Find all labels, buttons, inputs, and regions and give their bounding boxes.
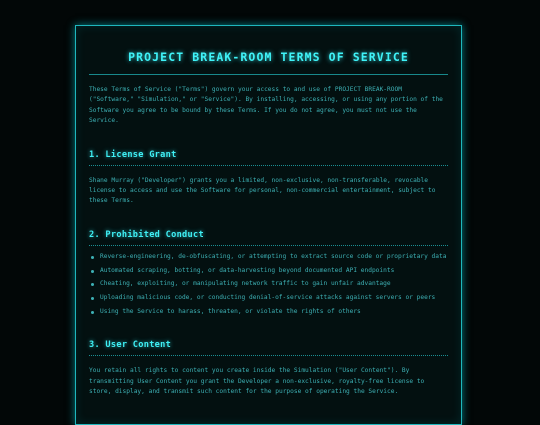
bullet-icon	[91, 297, 94, 300]
license-paragraph: Shane Murray ("Developer") grants you a limited, non-exclusive, non-transferable, revocable license to access and use the Software for personal, non-commercial entertainment, subject to these Terms.	[89, 176, 436, 205]
list-item	[89, 279, 448, 289]
user-content-paragraph: You retain all rights to content you create inside the Simulation ("User Content"). By transmitting User Content you grant the Developer a non-exclusive, royalty-free license to store, display, and transmit such content for the purpose of operating the Service.	[89, 367, 425, 396]
section-heading-license: 1. License Grant	[89, 149, 177, 160]
list-item-text: Reverse-engineering, de-obfuscating, or attempting to extract source code or proprietary data	[100, 252, 447, 260]
list-item-text: Uploading malicious code, or conducting denial-of-service attacks against servers or peers	[100, 294, 436, 302]
list-item	[89, 266, 448, 276]
prohibited-list	[89, 252, 448, 317]
bullet-icon	[91, 283, 94, 286]
list-item-text: Automated scraping, botting, or data-harvesting beyond documented API endpoints	[100, 266, 395, 274]
section-heading-prohibited: 2. Prohibited Conduct	[89, 229, 204, 240]
intro-paragraph: These Terms of Service ("Terms") govern your access to and use of PROJECT BREAK-ROOM ("Software," "Simulation," or "Service"). By installing, accessing, or using any portion of the Software you agree to be bound by these Terms. If you do not agree, you must not use the Service.	[89, 86, 443, 125]
section-heading-user-content: 3. User Content	[89, 340, 172, 351]
terms-content	[89, 26, 448, 397]
list-item	[89, 307, 448, 317]
section-divider	[89, 165, 448, 166]
terms-panel	[75, 25, 462, 425]
bullet-icon	[91, 270, 94, 273]
list-item	[89, 293, 448, 303]
list-item	[89, 252, 448, 262]
section-divider	[89, 245, 448, 246]
list-item-text: Cheating, exploiting, or manipulating network traffic to gain unfair advantage	[100, 280, 391, 288]
section-divider	[89, 355, 448, 356]
bullet-icon	[91, 311, 94, 314]
title-divider	[89, 74, 448, 75]
page-title: PROJECT BREAK-ROOM TERMS OF SERVICE	[128, 50, 409, 64]
bullet-icon	[91, 256, 94, 259]
list-item-text: Using the Service to harass, threaten, or violate the rights of others	[100, 308, 361, 316]
